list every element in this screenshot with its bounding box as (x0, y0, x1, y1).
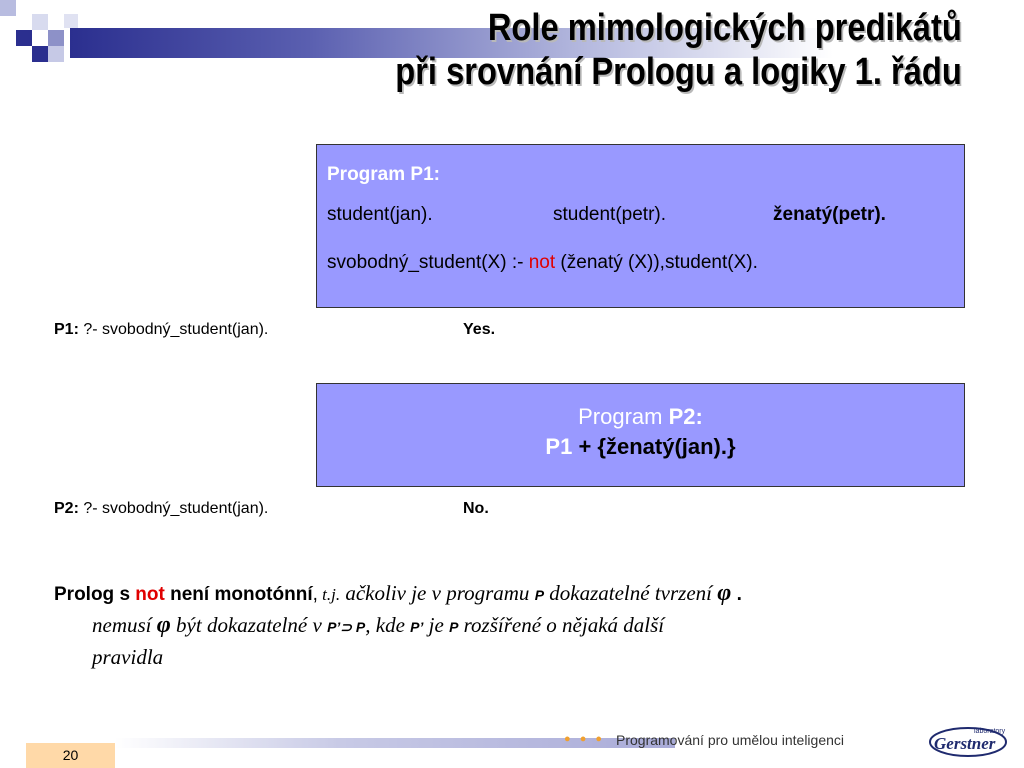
program-p2-expr-p1: P1 (545, 434, 573, 459)
fact-zenaty-petr: ženatý(petr). (773, 204, 886, 225)
query-p1-label: P1: (54, 321, 79, 338)
fact-student-jan: student(jan). (327, 204, 433, 225)
conclusion-text-2: dokazatelné tvrzení (544, 581, 718, 605)
conclusion-text-7: rozšířené o nějaká další (458, 613, 665, 637)
query-p2 (54, 500, 268, 518)
program-p1-rule (327, 247, 954, 295)
program-p2-box (316, 383, 965, 487)
conclusion-text-4: být dokazatelné v (170, 613, 328, 637)
header-square (48, 46, 64, 62)
header-square (16, 30, 32, 46)
logo-small-text: laboratory (974, 728, 1006, 735)
fact-student-petr: student(petr). (553, 204, 666, 225)
program-p1-heading: Program P1: (327, 164, 440, 185)
title-line-1: Role mimologických predikátů (488, 7, 962, 49)
conclusion-text-6: je (423, 613, 450, 637)
conclusion-text-8: pravidla (92, 645, 164, 669)
conclusion-text-3: nemusí (92, 613, 157, 637)
conclusion-p-2: P (449, 619, 459, 635)
query-p2-text: ?- svobodný_student(jan). (83, 500, 269, 517)
conclusion-not: not (135, 584, 165, 605)
header-square (32, 14, 48, 30)
header-square (48, 30, 64, 46)
conclusion-dot: . (731, 584, 742, 605)
program-p1-box (316, 144, 965, 308)
program-p2-word: Program (578, 404, 669, 429)
page-number: 20 (26, 743, 115, 768)
query-p2-result: No. (463, 500, 489, 517)
page-title (395, 6, 962, 94)
query-p1 (54, 321, 268, 339)
conclusion-line-2 (54, 610, 974, 642)
query-p1-text: ?- svobodný_student(jan). (83, 321, 269, 338)
footer-dots: ● ● ● (564, 733, 606, 745)
gerstner-logo (928, 722, 1008, 760)
rule-not-keyword: not (528, 252, 556, 273)
conclusion-bold-1: Prolog s (54, 584, 136, 605)
title-line-2: při srovnání Prologu a logiky 1. řádu (395, 51, 962, 93)
conclusion-phi-2: φ (156, 612, 171, 638)
program-p2-expr-rest: + {ženatý(jan).} (572, 434, 736, 459)
program-p2-expression (317, 432, 964, 462)
conclusion-tj: t.j. (317, 585, 341, 604)
program-p2-name: P2: (668, 404, 703, 429)
conclusion-comma: , (312, 584, 318, 605)
conclusion-pprime: P’ (410, 619, 424, 635)
header-square (64, 14, 78, 28)
rule-tail: (ženatý (X)),student(X). (555, 252, 758, 273)
conclusion-text (54, 578, 974, 672)
conclusion-pprime-sup-p: P’⊃ P (327, 619, 366, 635)
query-p1-result: Yes. (463, 321, 496, 338)
conclusion-text-1: ačkoliv je v programu (340, 581, 535, 605)
gerstner-logo-icon (928, 722, 1008, 760)
rule-head: svobodný_student(X) :- (327, 252, 529, 273)
header-square (0, 0, 16, 16)
header-square (32, 46, 48, 62)
query-p2-label: P2: (54, 500, 79, 517)
program-p1-facts (327, 199, 954, 247)
conclusion-bold-2: není monotónní (164, 584, 313, 605)
conclusion-p: P (534, 587, 545, 603)
logo-big-text: Gerstner (934, 734, 996, 753)
conclusion-text-5: , kde (365, 613, 411, 637)
conclusion-phi: φ (717, 580, 732, 606)
program-p2-heading (317, 402, 964, 432)
footer-course-title: Programování pro umělou inteligenci (616, 732, 845, 748)
